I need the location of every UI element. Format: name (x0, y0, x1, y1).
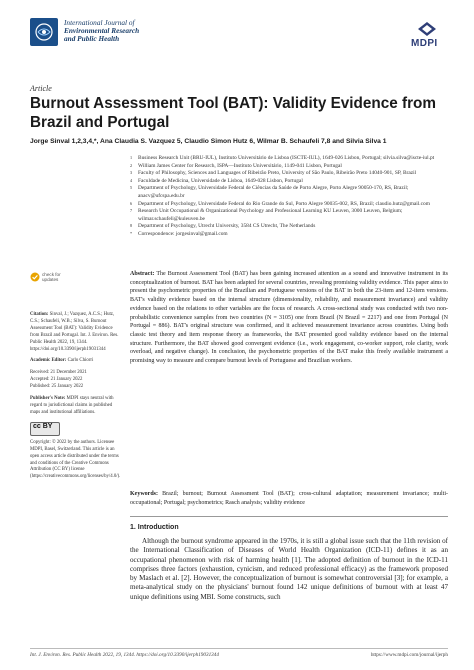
keywords-text: Brazil; burnout; Burnout Assessment Tool (BAT); cross-cultural adaptation; measurement invariance; multi-occupational; Portugal; psychometrics; Rasch analysis; validity evidence (130, 491, 449, 506)
footer-citation[interactable]: Int. J. Environ. Res. Public Health 2022, 19, 1344. https://doi.org/10.3390/ijerph19031344 (30, 652, 219, 658)
citation-block: Citation: Sinval, J.; Vazquez, A.C.S.; Hutz, C.S.; Schaufeli, W.B.; Silva, S. Burnout Assessment Tool (BAT): Validity Evidence from Brazil and Portugal. Int. J. Environ. Res. Public Health 2022, 19, 1344. https://doi.org/10.3390/ijerph19031344 (30, 312, 119, 352)
journal-logo-icon (30, 18, 58, 46)
abstract (130, 270, 448, 366)
footer-journal-link[interactable]: https://www.mdpi.com/journal/ijerph (370, 652, 448, 658)
article-sidebar (30, 312, 122, 486)
keywords (130, 490, 448, 507)
journal-name: International Journal of Environmental Research and Public Health (64, 18, 140, 43)
publication-dates: Received: 21 December 2021 Accepted: 21 January 2022 Published: 25 January 2022 (30, 370, 87, 390)
affiliation-item: 7 Research Unit Occupational & Organizational Psychology and Professional Learning KU Leuven, 3000 Leuven, Belgium; wilmar.schaufeli@kuleuven.be (130, 208, 403, 222)
copyright-notice: Copyright: © 2022 by the authors. Licensee MDPI, Basel, Switzerland. This article is an open access article distributed under the terms and conditions of the Creative Commons Attribution (CC BY) license (https://creativecommons.org/licenses/by/4.0/). (30, 439, 121, 480)
affiliation-item: 5 Department of Psychology, Universidade Federal de Ciências da Saúde de Porto Alegre, Porto Alegre 90050-170, RS, Brazil; anacv@ufcspa.edu.br (130, 185, 409, 199)
section-divider (130, 516, 448, 517)
mdpi-mark-icon (418, 22, 436, 36)
affiliations (130, 155, 448, 239)
author-list: Jorge Sinval 1,2,3,4,*, Ana Claudia S. Vazquez 5, Claudio Simon Hutz 6, Wilmar B. Schaufeli 7,8 and Silvia Silva 1 (30, 138, 387, 145)
introduction-text: Although the burnout syndrome appeared in the 1970s, it is still a global issue such that the 11th revision of the International Classification of Diseases of World Health Organization (ICD-11) defines it as an occupational phenomenon with risk of harming health [1]. The adopted definition of burnout in the ICD-11 comprises three factors (exhaustion, cynicism, and reduced professional efficacy) as the framework proposed by Maslach et al. [2]. However, the conceptualization of burnout is somewhat controversial [3]; for example, a meta-analytical study on the physicians' burnout found 142 unique definitions of burnout with at least 47 unique definitions using MBI. Some constructs, such (130, 537, 448, 601)
abstract-label: Abstract: (130, 271, 155, 277)
affiliation-item: 8 Department of Psychology, Utrecht University, 3584 CS Utrecht, The Netherlands (130, 223, 316, 230)
publisher-note: Publisher's Note: MDPI stays neutral with regard to jurisdictional claims in published maps and institutional affiliations. (30, 396, 114, 415)
keywords-label: Keywords: (130, 491, 158, 497)
check-for-updates-badge[interactable]: check for updates (30, 271, 70, 283)
article-title: Burnout Assessment Tool (BAT): Validity Evidence from Brazil and Portugal (30, 95, 436, 131)
affiliation-item: 3 Faculty of Philosophy, Sciences and Languages of Ribeirão Preto, University of São Paulo, Ribeirão Preto 14040-901, SP, Brazil (130, 170, 417, 177)
affiliation-item: 6 Department of Psychology, Universidade Federal do Rio Grande do Sul, Porto Alegre 90035-002, RS, Brazil; claudio.hutz@gmail.com (130, 200, 430, 207)
footer-divider (30, 648, 448, 649)
affiliation-item: 2 William James Center for Research, ISPA—Instituto Universitário, 1149-041 Lisbon, Portugal (130, 162, 342, 169)
cc-by-license-icon[interactable]: cc BY (30, 422, 60, 436)
abstract-text: The Burnout Assessment Tool (BAT) has been gaining increased attention as a sound and innovative instrument in its conceptualization of burnout. BAT has been adapted for several countries, revealing promising validity evidence. This paper aims to present the psychometric properties of the Brazilian and Portuguese versions of the BAT in both the 23-item and 12-item versions. BAT's validity evidence based on the internal structure (dimensionality, reliability, and measurement invariance) and validity evidence based on the relations to other variables are the focus of research. A cross-sectional study was conducted with two non-probabilistic convenience samples from two countries (N = 3105) one from Brazil (N Brazil = 2217) and one from Portugal (N Portugal = 886). BAT's original structure was confirmed, and it achieved measurement invariance across countries. Using both classic test theory and item response theory as frameworks, the BAT presented good validity evidence based on the internal structure. Furthermore, the BAT showed good convergent evidence (i.e., work engagement, co-worker support, role clarity, work overload, and negative change). In conclusion, the psychometric properties of the BAT make this freely available instrument a promising way to measure and compare burnout levels of Portuguese and Brazilian workers. (130, 271, 448, 365)
check-icon (30, 272, 40, 282)
affiliation-item: 4 Faculdade de Medicina, Universidade de Lisboa, 1649-028 Lisbon, Portugal (130, 177, 303, 184)
mdpi-logo[interactable]: MDPI (408, 22, 444, 52)
section-heading-introduction: 1. Introduction (130, 524, 179, 531)
journal-header (30, 18, 444, 70)
correspondence: * Correspondence: jorgesinval@gmail.com (130, 230, 228, 237)
affiliation-item: 1 Business Research Unit (BRU-IUL), Instituto Universitário de Lisboa (ISCTE-IUL), 1649-026 Lisbon, Portugal; silvia.silva@iscte-iul.pt (130, 155, 435, 161)
article-type: Article (30, 84, 52, 93)
academic-editor: Academic Editor: Carlo Chiorri (30, 358, 94, 364)
